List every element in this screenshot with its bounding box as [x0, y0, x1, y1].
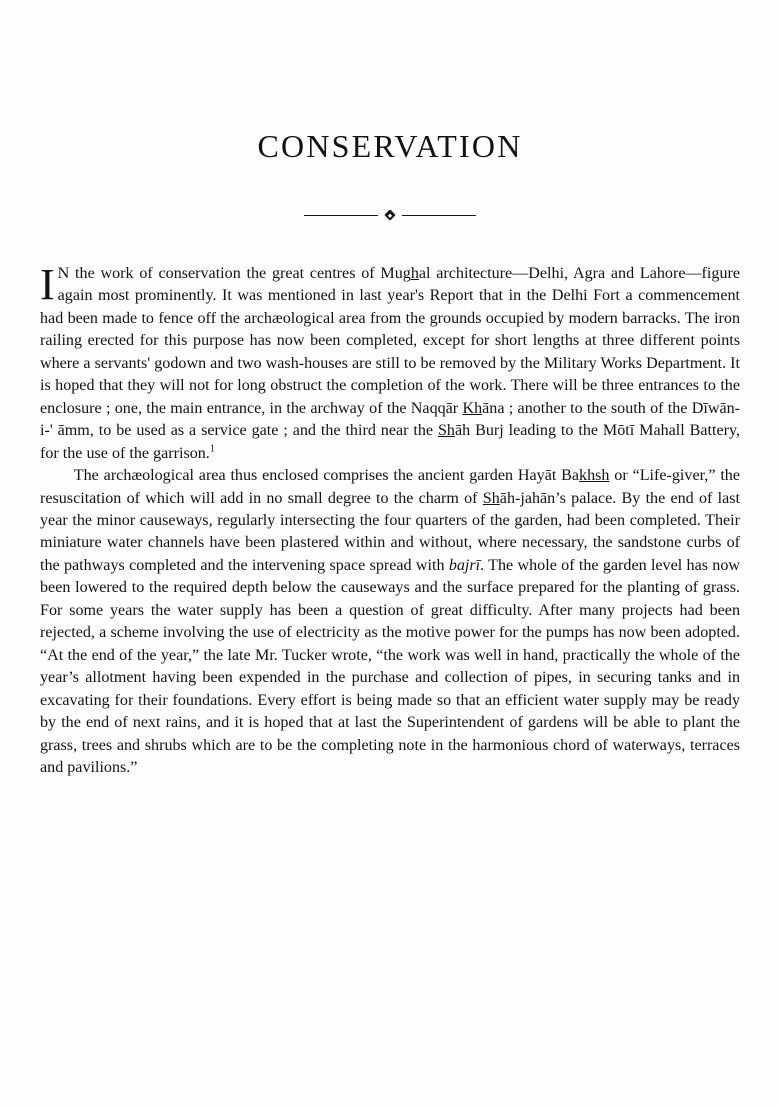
- transliteration-underline: h: [410, 265, 419, 282]
- paragraph-first: [40, 260, 741, 465]
- transliteration-underline: Sh: [437, 422, 455, 440]
- transliteration-underline: Sh: [482, 489, 500, 507]
- ornamental-divider: [304, 209, 476, 223]
- footnote-marker: 1: [209, 443, 215, 455]
- divider-rule-right: [402, 215, 476, 216]
- italic-term: bajrī: [448, 556, 481, 574]
- text-run: The archæological area thus enclosed comprises the ancient garden Hayāt Ba: [73, 467, 580, 485]
- diamond-ornament-icon: [384, 209, 395, 220]
- drop-cap: I: [40, 260, 55, 309]
- paragraph-second: [40, 465, 740, 779]
- text-run: āna ; another to the south of the Dīwān-i-' āmm, to be used as a service gate ; and the third near the: [40, 399, 741, 440]
- text-run: N the work of conservation the great centres of Mug: [57, 265, 411, 282]
- text-run: al architecture—Delhi, Agra and Lahore—figure again most prominently. It was mentioned in last year's Report that in the Delhi Fort a commencement had been made to fence off the archæological area from the grounds occupied by modern barracks. The iron railing erected for this purpose has now been completed, except for short lengths at three different points where a servants' godown and two wash-houses are still to be removed by the Military Works Department. It is hoped that they will not for long obstruct the completion of the work. There will be three entrances to the enclosure ; one, the main entrance, in the archway of the Naqqār: [40, 265, 740, 417]
- transliteration-underline: khsh: [579, 467, 610, 485]
- divider-rule-left: [304, 215, 378, 216]
- page-title: CONSERVATION: [257, 128, 523, 164]
- text-run: . The whole of the garden level has now been lowered to the required depth below the causeways and the surface prepared for the planting of grass. For some years the water supply has been a question of great difficulty. After many projects had been rejected, a scheme involving the use of electricity as the motive power for the pumps has now been adopted. “At the end of the year,” the late Mr. Tucker wrote, “the work was well in hand, practically the whole of the year’s allotment having been expended in the purchase and collection of pipes, in securing tanks and in excavating for their foundations. Every effort is being made so that an efficient water supply may be ready by the end of next rains, and it is hoped that at last the Superintendent of gardens will be able to plant the grass, trees and shrubs which are to be the completing note in the harmonious chord of waterways, terraces and pavilions.”: [40, 556, 741, 776]
- body-text: [34, 260, 746, 779]
- text-run: āh Burj leading to the Mōtī Mahall Battery, for the use of the garrison.: [40, 422, 741, 462]
- transliteration-underline: Kh: [462, 399, 483, 417]
- text-run: āh-jahān’s palace. By the end of last year the minor causeways, regularly intersecting the four quarters of the garden, had been completed. Their miniature water channels have been plastered within and without, where necessary, the sandstone curbs of the pathways completed and the intervening space spread with: [40, 489, 740, 574]
- text-run: or “Life-giver,” the resuscitation of which will add in no small degree to the charm of: [40, 467, 740, 507]
